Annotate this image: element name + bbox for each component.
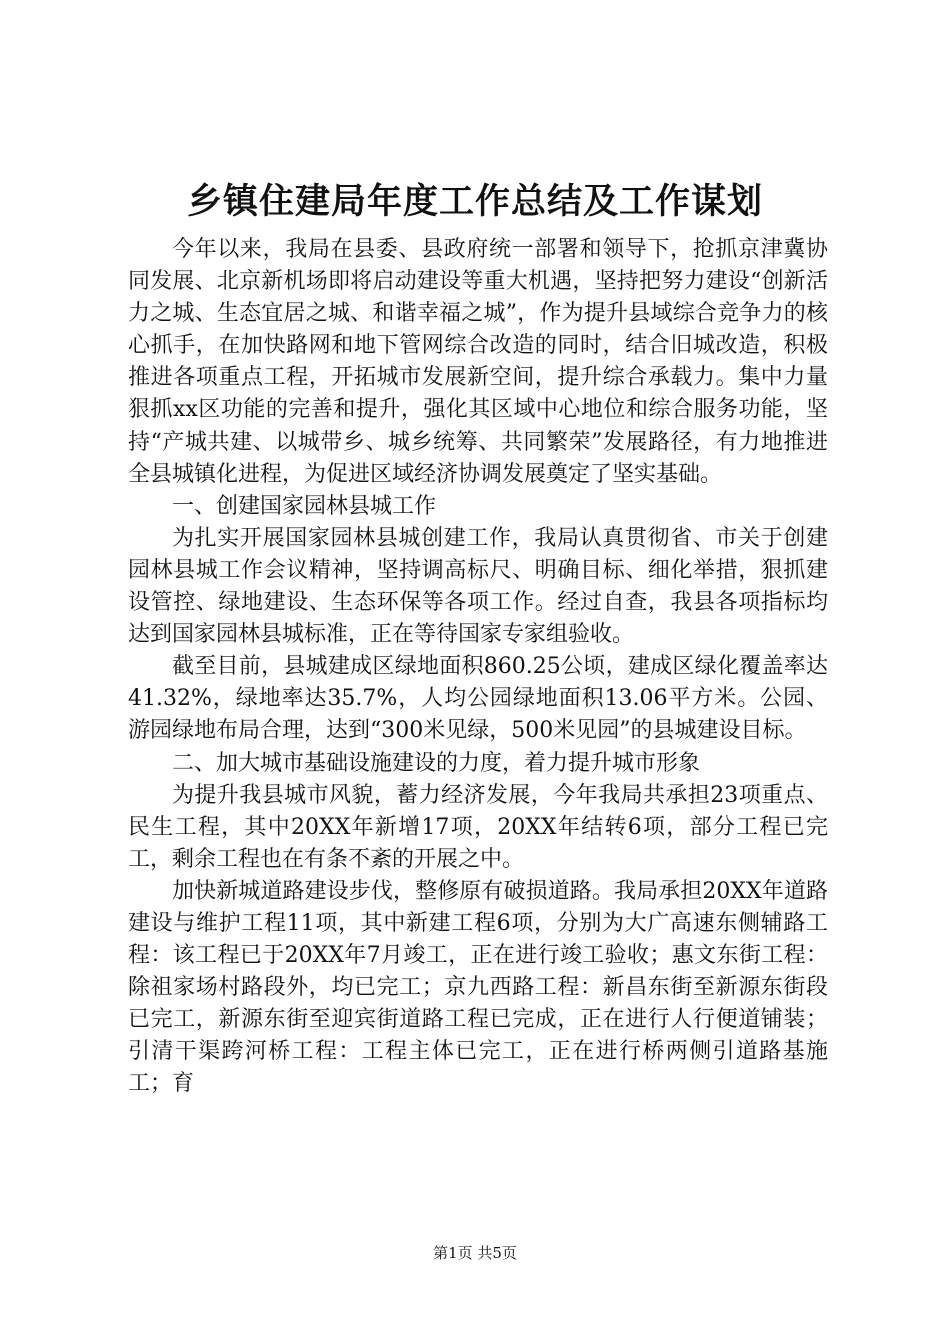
document-body — [128, 234, 828, 1101]
body-paragraph: 截至目前，县城建成区绿地面积860.25公顷，建成区绿化覆盖率达41.32%，绿地率达35.7%，人均公园绿地面积13.06平方米。公园、游园绿地布局合理，达到“300米见绿，500米见园”的县城建设目标。 — [128, 654, 828, 744]
body-paragraph: 加快新城道路建设步伐，整修原有破损道路。我局承担20XX年道路建设与维护工程11项，其中新建工程6项，分别为大广高速东侧辅路工程：该工程已于20XX年7月竣工，正在进行竣工验收；惠文东街工程：除祖家场村路段外，均已完工；京九西路工程：新昌东街至新源东街段已完工，新源东街至迎宾街道路工程已完成，正在进行人行便道铺装；引清干渠跨河桥工程：工程主体已完工，正在进行桥两侧引道路基施工；育 — [128, 878, 828, 1097]
intro-paragraph: 今年以来，我局在县委、县政府统一部署和领导下，抢抓京津冀协同发展、北京新机场即将启动建设等重大机遇，坚持把努力建设“创新活力之城、生态宜居之城、和谐幸福之城”，作为提升县域综合竞争力的核心抓手，在加快路网和地下管网综合改造的同时，结合旧城改造，积极推进各项重点工程，开拓城市发展新空间，提升综合承载力。集中力量狠抓xx区功能的完善和提升，强化其区域中心地位和综合服务功能，坚持“产城共建、以城带乡、城乡统筹、共同繁荣”发展路径，有力地推进全县城镇化进程，为促进区域经济协调发展奠定了坚实基础。 — [128, 237, 828, 487]
body-paragraph: 为提升我县城市风貌，蓄力经济发展，今年我局共承担23项重点、民生工程，其中20XX年新增17项，20XX年结转6项，部分工程已完工，剩余工程也在有条不紊的开展之中。 — [128, 782, 828, 872]
page-number-footer: 第1页 共5页 — [433, 1244, 517, 1262]
section-heading-1: 一、创建国家园林县城工作 — [172, 493, 437, 519]
section-heading-2: 二、加大城市基础设施建设的力度，着力提升城市形象 — [172, 750, 701, 776]
body-paragraph: 为扎实开展国家园林县城创建工作，我局认真贯彻省、市关于创建园林县城工作会议精神，坚持调高标尺、明确目标、细化举措，狠抓建设管控、绿地建设、生态环保等各项工作。经过自查，我县各项指标均达到国家园林县城标准，正在等待国家专家组验收。 — [128, 525, 828, 648]
document-title: 乡镇住建局年度工作总结及工作谋划 — [186, 181, 763, 222]
